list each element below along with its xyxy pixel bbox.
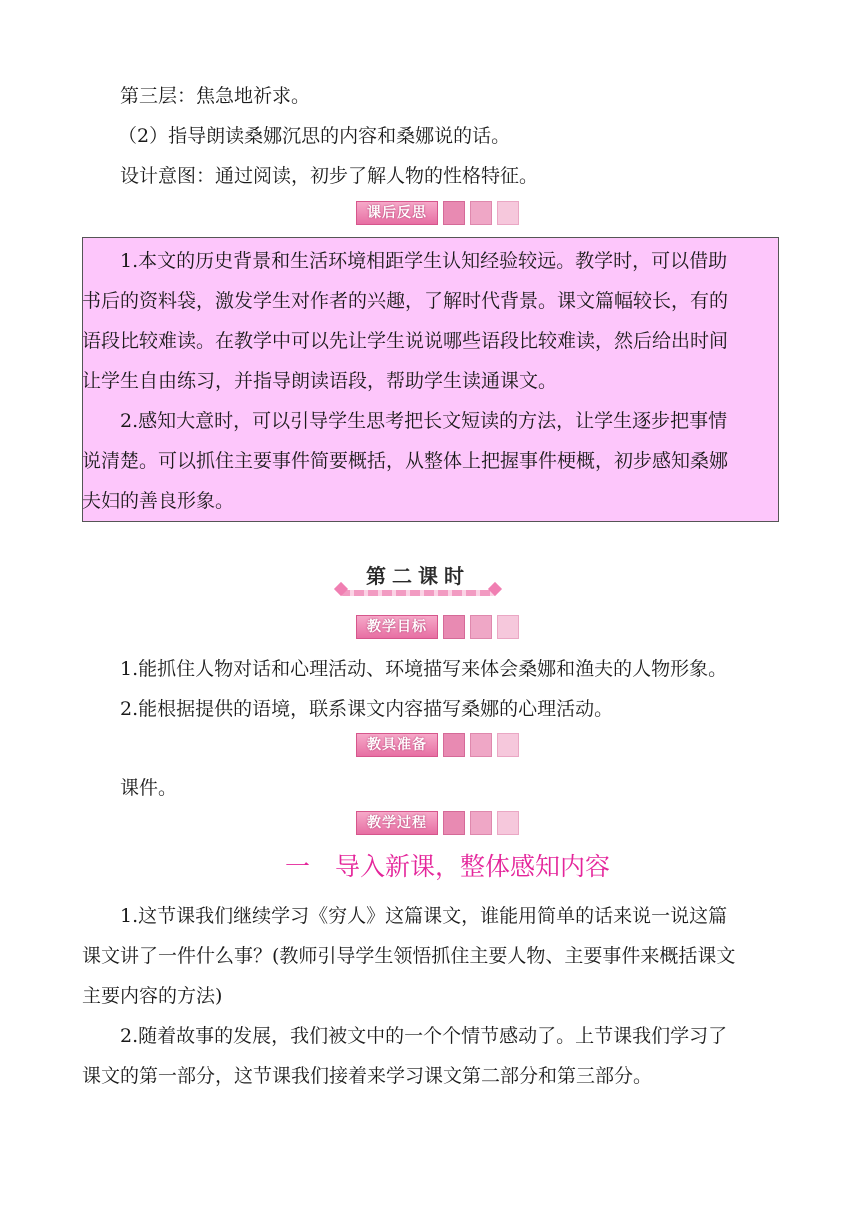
materials-badge	[356, 732, 519, 758]
badge-square-decoration	[497, 201, 519, 225]
badge-square-decoration	[497, 733, 519, 757]
badge-square-decoration	[470, 201, 492, 225]
materials-badge-label: 教具准备	[356, 733, 438, 757]
badge-square-decoration	[470, 811, 492, 835]
objectives-badge	[356, 614, 519, 640]
objective-item: 1.能抓住人物对话和心理活动、环境描写来体会桑娜和渔夫的人物形象。	[120, 658, 728, 680]
badge-square-decoration	[443, 811, 465, 835]
reflection-line: 2.感知大意时，可以引导学生思考把长文短读的方法，让学生逐步把事情	[120, 410, 728, 432]
badge-square-decoration	[443, 733, 465, 757]
reflection-line: 让学生自由练习，并指导朗读语段，帮助学生读通课文。	[82, 370, 558, 392]
lesson-title	[332, 556, 504, 604]
badge-square-decoration	[497, 811, 519, 835]
guide2-text: （2）指导朗读桑娜沉思的内容和桑娜说的话。	[118, 125, 511, 147]
objectives-badge-label: 教学目标	[356, 615, 438, 639]
badge-square-decoration	[443, 615, 465, 639]
badge-square-decoration	[470, 733, 492, 757]
design-intent-text: 设计意图：通过阅读，初步了解人物的性格特征。	[120, 165, 539, 187]
layer3-text: 第三层：焦急地祈求。	[120, 85, 311, 107]
reflection-line: 书后的资料袋，激发学生对作者的兴趣，了解时代背景。课文篇幅较长，有的	[82, 290, 729, 312]
reflection-line: 夫妇的善良形象。	[82, 490, 235, 512]
process-line: 主要内容的方法)	[82, 985, 223, 1007]
process-badge	[356, 810, 519, 836]
lesson-title-text: 第二课时	[366, 564, 470, 588]
process-line: 课文的第一部分，这节课我们接着来学习课文第二部分和第三部分。	[82, 1065, 653, 1087]
materials-text: 课件。	[120, 777, 178, 799]
objective-item: 2.能根据提供的语境，联系课文内容描写桑娜的心理活动。	[120, 698, 614, 720]
process-line: 课文讲了一件什么事？(教师引导学生领悟抓住主要人物、主要事件来概括课文	[82, 945, 736, 967]
reflection-badge	[356, 200, 519, 226]
title-ribbon-decoration	[340, 590, 496, 596]
process-line: 2.随着故事的发展，我们被文中的一个个情节感动了。上节课我们学习了	[120, 1025, 728, 1047]
section-heading: 一 导入新课，整体感知内容	[285, 852, 611, 881]
badge-square-decoration	[470, 615, 492, 639]
reflection-line: 语段比较难读。在教学中可以先让学生说说哪些语段比较难读，然后给出时间	[82, 330, 729, 352]
badge-square-decoration	[497, 615, 519, 639]
process-badge-label: 教学过程	[356, 811, 438, 835]
reflection-line: 1.本文的历史背景和生活环境相距学生认知经验较远。教学时，可以借助	[120, 250, 728, 272]
reflection-line: 说清楚。可以抓住主要事件简要概括，从整体上把握事件梗概，初步感知桑娜	[82, 450, 729, 472]
process-line: 1.这节课我们继续学习《穷人》这篇课文，谁能用简单的话来说一说这篇	[120, 905, 728, 927]
badge-square-decoration	[443, 201, 465, 225]
reflection-badge-label: 课后反思	[356, 201, 438, 225]
